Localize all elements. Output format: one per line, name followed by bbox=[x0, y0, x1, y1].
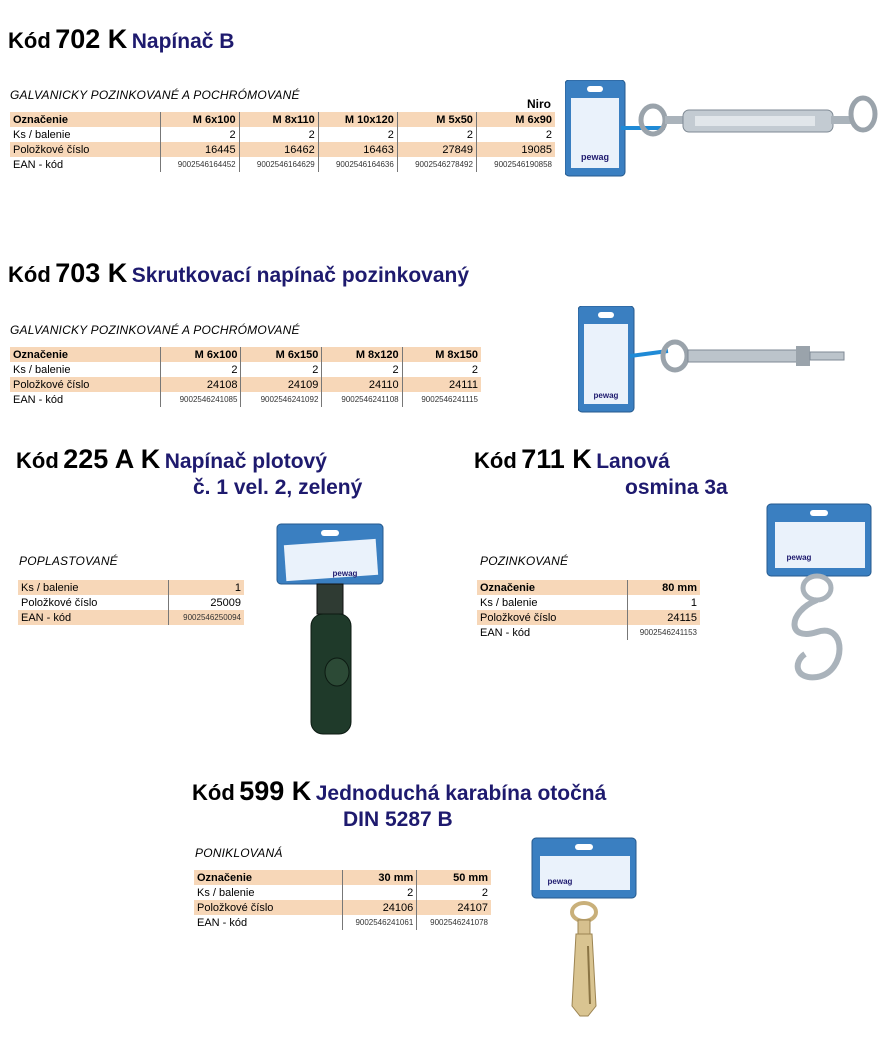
product-code: 711 K bbox=[521, 444, 592, 474]
section-599-finish-note: PONIKLOVANÁ bbox=[195, 846, 283, 860]
section-225-table bbox=[18, 580, 244, 625]
table-cell: 19085 bbox=[476, 142, 555, 157]
swivel-snap-hook-product-image bbox=[530, 836, 640, 1020]
section-711-finish-note: POZINKOVANÉ bbox=[480, 554, 569, 568]
table-cell: 9002546241115 bbox=[402, 392, 481, 407]
niro-label: Niro bbox=[527, 97, 551, 111]
product-name-line2: č. 1 vel. 2, zelený bbox=[193, 476, 363, 499]
product-code: 225 A K bbox=[63, 444, 161, 474]
section-225-heading-line2 bbox=[193, 476, 362, 500]
kod-label: Kód bbox=[8, 262, 51, 287]
turnbuckle-product-image bbox=[565, 80, 885, 180]
table-row bbox=[10, 112, 555, 127]
table-cell: 2 bbox=[342, 885, 417, 900]
table-cell: 16445 bbox=[160, 142, 239, 157]
column-header: M 6x100 bbox=[160, 112, 239, 127]
table-cell: 24110 bbox=[322, 377, 402, 392]
table-cell: 2 bbox=[318, 127, 397, 142]
table-cell: 2 bbox=[160, 362, 241, 377]
table-cell: 24107 bbox=[417, 900, 491, 915]
kod-label: Kód bbox=[16, 448, 59, 473]
column-header: M 5x50 bbox=[397, 112, 476, 127]
column-header: 30 mm bbox=[342, 870, 417, 885]
table-cell: 16462 bbox=[239, 142, 318, 157]
row-label: EAN - kód bbox=[13, 393, 64, 406]
table-cell: 9002546241061 bbox=[342, 915, 417, 930]
product-name: Napínač plotový bbox=[164, 450, 327, 473]
table-row bbox=[18, 595, 244, 610]
section-703-finish-note: GALVANICKY POZINKOVANÉ A POCHRÓMOVANÉ bbox=[10, 323, 300, 337]
row-label: Ks / balenie bbox=[13, 128, 71, 141]
product-name: Lanová bbox=[596, 450, 670, 473]
product-code: 599 K bbox=[239, 776, 312, 806]
table-row bbox=[10, 362, 481, 377]
product-code: 702 K bbox=[55, 24, 128, 54]
row-label: Ks / balenie bbox=[480, 596, 538, 609]
table-cell: 9002546278492 bbox=[397, 157, 476, 172]
table-cell: 2 bbox=[402, 362, 481, 377]
section-711-table bbox=[477, 580, 700, 640]
section-702-finish-note: GALVANICKY POZINKOVANÉ A POCHRÓMOVANÉ bbox=[10, 88, 300, 102]
pewag-logo-text: pewag bbox=[593, 391, 619, 400]
table-row bbox=[18, 610, 244, 625]
section-702-table bbox=[10, 112, 555, 172]
table-cell: 9002546164636 bbox=[318, 157, 397, 172]
section-703-table bbox=[10, 347, 481, 407]
section-599-heading bbox=[192, 776, 606, 807]
table-row bbox=[477, 580, 700, 595]
table-cell: 9002546164452 bbox=[160, 157, 239, 172]
pewag-logo-text: pewag bbox=[547, 877, 573, 886]
table-cell: 24111 bbox=[402, 377, 481, 392]
table-cell: 2 bbox=[322, 362, 402, 377]
table-row bbox=[194, 900, 491, 915]
table-row bbox=[477, 595, 700, 610]
column-header: 80 mm bbox=[627, 580, 700, 595]
column-header: 50 mm bbox=[417, 870, 491, 885]
kod-label: Kód bbox=[192, 780, 235, 805]
table-cell: 9002546241092 bbox=[241, 392, 322, 407]
row-label: Položkové číslo bbox=[21, 596, 98, 609]
product-name-line2: osmina 3a bbox=[625, 476, 728, 499]
table-cell: 9002546241078 bbox=[417, 915, 491, 930]
pewag-logo-text: pewag bbox=[332, 569, 358, 578]
table-row bbox=[10, 157, 555, 172]
rope-eight-hook-product-image bbox=[765, 502, 875, 687]
pewag-logo-text: pewag bbox=[580, 152, 610, 162]
column-header: M 8x110 bbox=[239, 112, 318, 127]
section-225-finish-note: POPLASTOVANÉ bbox=[19, 554, 118, 568]
pewag-logo-text: pewag bbox=[786, 553, 812, 562]
section-225-heading bbox=[16, 444, 327, 475]
table-cell: 1 bbox=[627, 595, 700, 610]
kod-label: Kód bbox=[8, 28, 51, 53]
table-row bbox=[10, 127, 555, 142]
table-row bbox=[10, 392, 481, 407]
table-row bbox=[477, 625, 700, 640]
column-header: M 8x150 bbox=[402, 347, 481, 362]
kod-label: Kód bbox=[474, 448, 517, 473]
table-cell: 2 bbox=[241, 362, 322, 377]
column-header: Označenie bbox=[194, 870, 342, 885]
table-cell: 9002546241153 bbox=[627, 625, 700, 640]
section-599-heading-line2 bbox=[343, 808, 453, 832]
row-label: Ks / balenie bbox=[13, 363, 71, 376]
table-row bbox=[18, 580, 244, 595]
column-header: Označenie bbox=[10, 347, 160, 362]
table-cell: 24108 bbox=[160, 377, 241, 392]
table-cell: 2 bbox=[417, 885, 491, 900]
table-row bbox=[10, 347, 481, 362]
column-header: M 8x120 bbox=[322, 347, 402, 362]
table-row bbox=[194, 885, 491, 900]
table-row bbox=[10, 142, 555, 157]
table-row bbox=[10, 377, 481, 392]
table-cell: 9002546164629 bbox=[239, 157, 318, 172]
row-label: Položkové číslo bbox=[477, 610, 627, 625]
table-cell: 9002546241108 bbox=[322, 392, 402, 407]
product-code: 703 K bbox=[55, 258, 128, 288]
table-cell: 2 bbox=[397, 127, 476, 142]
section-711-heading bbox=[474, 444, 670, 475]
table-cell: 2 bbox=[160, 127, 239, 142]
row-label: Položkové číslo bbox=[194, 900, 342, 915]
row-label: EAN - kód bbox=[197, 916, 248, 929]
table-row bbox=[194, 915, 491, 930]
section-702-heading bbox=[8, 24, 234, 55]
table-cell: 16463 bbox=[318, 142, 397, 157]
column-header: M 10x120 bbox=[318, 112, 397, 127]
row-label: EAN - kód bbox=[18, 610, 168, 625]
row-label: Ks / balenie bbox=[197, 886, 255, 899]
section-599-table bbox=[194, 870, 491, 930]
table-cell: 24109 bbox=[241, 377, 322, 392]
table-cell: 9002546250094 bbox=[168, 610, 244, 625]
row-label: Ks / balenie bbox=[18, 580, 168, 595]
product-name: Skrutkovací napínač pozinkovaný bbox=[131, 264, 470, 287]
table-cell: 24106 bbox=[342, 900, 417, 915]
column-header: M 6x150 bbox=[241, 347, 322, 362]
column-header: Označenie bbox=[477, 580, 627, 595]
table-cell: 1 bbox=[168, 580, 244, 595]
table-cell: 2 bbox=[476, 127, 555, 142]
table-cell: 24115 bbox=[627, 610, 700, 625]
section-711-heading-line2 bbox=[625, 476, 728, 500]
section-703-heading bbox=[8, 258, 469, 289]
column-header: Označenie bbox=[10, 112, 160, 127]
row-label: Položkové číslo bbox=[10, 377, 160, 392]
product-name: Jednoduchá karabína otočná bbox=[315, 782, 607, 805]
table-cell: 9002546241085 bbox=[160, 392, 241, 407]
row-label: EAN - kód bbox=[13, 158, 64, 171]
column-header: M 6x100 bbox=[160, 347, 241, 362]
table-cell: 9002546190858 bbox=[476, 157, 555, 172]
table-row bbox=[194, 870, 491, 885]
row-label: EAN - kód bbox=[480, 626, 531, 639]
fence-tensioner-product-image bbox=[275, 522, 387, 742]
screw-tensioner-product-image bbox=[578, 306, 878, 416]
product-name-line2: DIN 5287 B bbox=[343, 808, 453, 831]
row-label: Položkové číslo bbox=[10, 142, 160, 157]
table-cell: 27849 bbox=[397, 142, 476, 157]
column-header: M 6x90 bbox=[476, 112, 555, 127]
product-name: Napínač B bbox=[131, 30, 235, 53]
table-cell: 2 bbox=[239, 127, 318, 142]
table-cell: 25009 bbox=[168, 595, 244, 610]
table-row bbox=[477, 610, 700, 625]
